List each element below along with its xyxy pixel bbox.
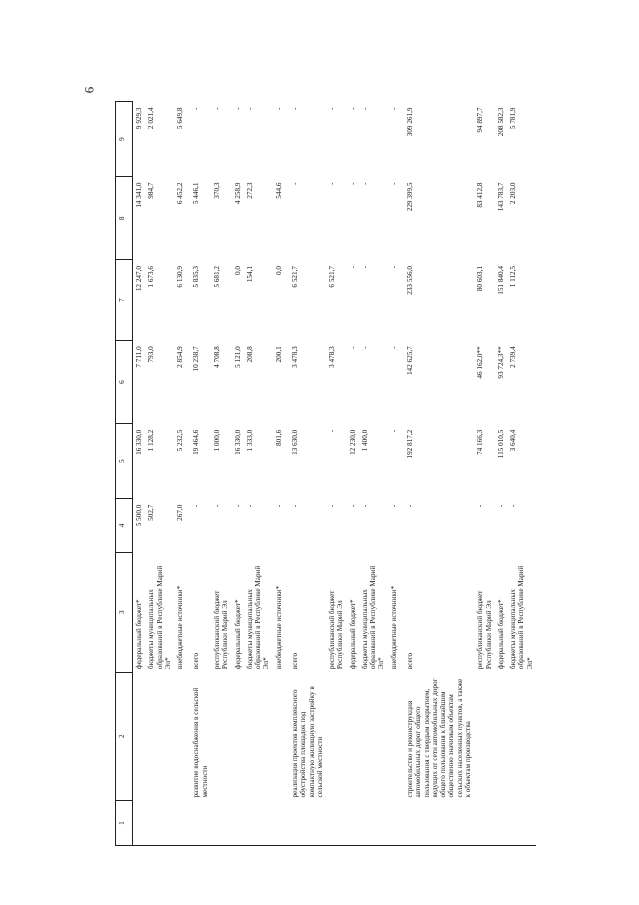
table-row <box>326 102 347 846</box>
table-cell <box>507 801 536 846</box>
row-program-cell <box>388 672 400 800</box>
value-cell: 14 341,0 <box>135 182 143 208</box>
row-source-cell: федеральный бюджет* <box>348 599 357 670</box>
budget-table <box>115 101 536 846</box>
value-cell: - <box>348 107 357 110</box>
value-cell: 7 711,0 <box>135 346 143 368</box>
value-cell: - <box>290 107 299 110</box>
value-cell: 143 783,7 <box>496 182 505 212</box>
row-program-cell <box>474 672 495 800</box>
table-cell <box>232 801 244 846</box>
value-cell: - <box>360 182 369 185</box>
table-cell <box>273 801 285 846</box>
row-source-cell: всего <box>290 652 299 670</box>
value-cell: - <box>212 107 221 110</box>
table-row <box>244 102 273 846</box>
table-row <box>145 102 174 846</box>
header-cell: 9 <box>116 102 133 177</box>
header-cell: 1 <box>116 801 133 846</box>
row-program-cell <box>211 672 232 800</box>
row-program-cell: реализация проектов комплексного обустройства площадок под компактную жилищную застройку в сельской местности <box>290 686 324 798</box>
row-program-cell <box>174 672 186 800</box>
table-cell <box>285 801 326 846</box>
value-cell: 229 399,5 <box>406 182 415 212</box>
row-source-cell: федеральный бюджет* <box>496 599 505 670</box>
value-cell: 5 121,0 <box>233 346 242 368</box>
value-cell: 1 400,0 <box>360 429 369 452</box>
value-cell: - <box>245 107 254 110</box>
value-cell: - <box>389 429 398 433</box>
table-row <box>388 102 400 846</box>
value-cell: 0,0 <box>274 266 283 275</box>
value-cell: - <box>389 182 398 185</box>
table-row <box>273 102 285 846</box>
table-row <box>347 102 359 846</box>
value-cell: 19 464,6 <box>192 429 201 455</box>
table-row <box>400 102 474 846</box>
row-source-cell: всего <box>406 652 415 670</box>
row-source-cell: внебюджетные источники* <box>176 585 185 670</box>
value-cell: 2 021,4 <box>147 107 156 130</box>
table-cell <box>145 801 174 846</box>
value-cell: 208 582,3 <box>496 107 505 137</box>
row-program-cell <box>347 672 359 800</box>
value-cell: - <box>245 504 254 508</box>
row-source-cell: федеральный бюджет* <box>233 599 242 670</box>
value-cell: - <box>406 504 415 508</box>
value-cell: 94 897,7 <box>476 107 485 133</box>
value-cell: 5 500,0 <box>135 504 143 527</box>
header-cell: 4 <box>116 499 133 553</box>
row-program-cell <box>273 672 285 800</box>
table-row <box>285 102 326 846</box>
value-cell: - <box>360 107 369 110</box>
value-cell: 6 521,7 <box>290 266 299 288</box>
value-cell: 4 708,8 <box>212 346 221 368</box>
value-cell: 5 681,2 <box>212 266 221 288</box>
table-row <box>474 102 495 846</box>
value-cell: 192 817,2 <box>406 429 415 459</box>
value-cell: 5 649,8 <box>176 107 185 130</box>
value-cell: 46 162,0** <box>476 346 485 379</box>
value-cell: 0,0 <box>233 266 242 275</box>
row-program-cell <box>133 672 146 800</box>
value-cell: 2 854,9 <box>176 346 185 368</box>
value-cell: - <box>476 504 485 508</box>
value-cell: - <box>328 504 337 508</box>
value-cell: 6 452,2 <box>176 182 185 205</box>
row-source-cell: всего <box>192 652 201 670</box>
table-row <box>359 102 388 846</box>
value-cell: - <box>360 266 369 269</box>
table-row <box>133 102 146 846</box>
row-program-cell <box>244 672 273 800</box>
row-program-cell <box>232 672 244 800</box>
value-cell: 801,6 <box>274 429 283 446</box>
value-cell: 793,0 <box>147 346 156 363</box>
value-cell: 154,1 <box>245 266 254 283</box>
table-row <box>507 102 536 846</box>
value-cell: - <box>233 504 242 508</box>
table-row <box>211 102 232 846</box>
value-cell: 83 412,8 <box>476 182 485 208</box>
table-cell <box>133 801 146 846</box>
header-cell: 6 <box>116 340 133 423</box>
value-cell: 9 929,3 <box>135 107 143 130</box>
value-cell: - <box>274 107 283 110</box>
header-cell: 2 <box>116 672 133 800</box>
table-cell <box>326 801 347 846</box>
value-cell: - <box>328 107 337 110</box>
value-cell: - <box>389 266 398 269</box>
value-cell: - <box>360 346 369 349</box>
value-cell: - <box>290 182 299 185</box>
value-cell: - <box>389 107 398 110</box>
value-cell: 5 781,9 <box>509 107 518 130</box>
row-source-cell: бюджеты муниципальных образований в Республике Марий Эл* <box>147 565 172 670</box>
value-cell: 5 446,1 <box>192 182 201 205</box>
value-cell: - <box>328 429 337 433</box>
value-cell: - <box>389 346 398 349</box>
value-cell: 1 000,0 <box>212 429 221 452</box>
table-cell <box>347 801 359 846</box>
value-cell: 3 478,3 <box>290 346 299 368</box>
table-cell <box>495 801 507 846</box>
value-cell: 80 603,1 <box>476 266 485 292</box>
row-program-cell: развитие водоснабжения в сельской местности <box>192 687 209 798</box>
value-cell: 1 333,0 <box>245 429 254 452</box>
table-cell <box>244 801 273 846</box>
value-cell: 5 232,5 <box>176 429 185 452</box>
header-cell: 7 <box>116 260 133 340</box>
value-cell: - <box>496 504 505 508</box>
value-cell: 233 556,0 <box>406 266 415 295</box>
row-program-cell <box>507 672 536 800</box>
value-cell: 272,3 <box>245 182 254 199</box>
value-cell: - <box>509 504 518 508</box>
value-cell: 16 330,0 <box>233 429 242 455</box>
value-cell: - <box>290 504 299 508</box>
header-cell: 5 <box>116 424 133 499</box>
value-cell: 74 166,3 <box>476 429 485 455</box>
table-cell <box>359 801 388 846</box>
row-source-cell: республиканский бюджет Республики Марий Эл <box>328 590 345 670</box>
value-cell: - <box>233 107 242 110</box>
row-program-cell: строительство и реконструкция автомобильных дорог общего пользования с твердым покрытием, ведущих от сети автомобильных дорог общего пользования к ближайшим общественно значимым объектам сельских населенных пунктов, а также к объектам производства <box>406 678 472 798</box>
value-cell: - <box>328 182 337 185</box>
value-cell: 3 478,3 <box>328 346 337 368</box>
value-cell: 93 724,3** <box>496 346 505 379</box>
value-cell: 984,7 <box>147 182 156 199</box>
table-row <box>495 102 507 846</box>
value-cell: 2 739,4 <box>509 346 518 368</box>
value-cell: 12 230,0 <box>348 429 357 455</box>
value-cell: - <box>192 504 201 508</box>
row-program-cell <box>326 672 347 800</box>
table-row <box>174 102 186 846</box>
value-cell: 12 247,0 <box>135 266 143 292</box>
row-program-cell <box>495 672 507 800</box>
table-cell <box>474 801 495 846</box>
row-source-cell: бюджеты муниципальных образований в Республике Марий Эл* <box>245 565 271 670</box>
value-cell: 502,7 <box>147 504 156 521</box>
value-cell: 16 330,0 <box>135 429 143 455</box>
table-row <box>232 102 244 846</box>
row-source-cell: федеральный бюджет* <box>135 599 143 670</box>
value-cell: 200,1 <box>274 346 283 363</box>
table-cell <box>400 801 474 846</box>
row-source-cell: республиканский бюджет Республики Марий Эл <box>476 590 493 670</box>
value-cell: - <box>360 504 369 508</box>
page-number: 6 <box>81 86 97 94</box>
table-cell <box>388 801 400 846</box>
value-cell: 1 673,6 <box>147 266 156 288</box>
value-cell: 10 238,7 <box>192 346 201 372</box>
value-cell: 151 840,4 <box>496 266 505 295</box>
row-source-cell: внебюджетные источники* <box>389 585 398 670</box>
header-cell: 8 <box>116 177 133 260</box>
row-source-cell: внебюджетные источники* <box>274 585 283 670</box>
header-cell: 3 <box>116 552 133 672</box>
value-cell: 1 128,2 <box>147 429 156 452</box>
value-cell: 3 640,4 <box>509 429 518 452</box>
value-cell: 370,3 <box>212 182 221 199</box>
value-cell: 1 112,5 <box>509 266 518 288</box>
value-cell: 4 258,9 <box>233 182 242 205</box>
value-cell: 6 130,9 <box>176 266 185 288</box>
value-cell: 5 835,3 <box>192 266 201 288</box>
value-cell: - <box>348 182 357 185</box>
row-program-cell <box>145 672 174 800</box>
row-source-cell: республиканский бюджет Республики Марий Эл <box>212 590 230 670</box>
value-cell: - <box>192 107 201 110</box>
value-cell: - <box>212 504 221 508</box>
header-row <box>116 102 133 846</box>
row-source-cell: бюджеты муниципальных образований в Республике Марий Эл* <box>509 565 534 670</box>
row-source-cell: бюджеты муниципальных образований в Республике Марий Эл* <box>360 565 386 670</box>
value-cell: - <box>389 504 398 508</box>
value-cell: 267,0 <box>176 504 185 521</box>
value-cell: - <box>348 266 357 269</box>
table-body <box>133 102 536 846</box>
value-cell: - <box>274 504 283 508</box>
value-cell: 2 203,0 <box>509 182 518 205</box>
table-row <box>186 102 211 846</box>
table-cell <box>174 801 186 846</box>
value-cell: 208,8 <box>245 346 254 363</box>
value-cell: 6 521,7 <box>328 266 337 288</box>
row-program-cell <box>359 672 388 800</box>
value-cell: 115 010,5 <box>496 429 505 459</box>
value-cell: 544,6 <box>274 182 283 199</box>
value-cell: 309 261,9 <box>406 107 415 137</box>
value-cell: - <box>348 346 357 349</box>
value-cell: 13 630,0 <box>290 429 299 455</box>
value-cell: - <box>348 504 357 508</box>
rotated-table-container <box>115 101 555 846</box>
table-cell <box>211 801 232 846</box>
table-cell <box>186 801 211 846</box>
value-cell: 142 625,7 <box>406 346 415 376</box>
